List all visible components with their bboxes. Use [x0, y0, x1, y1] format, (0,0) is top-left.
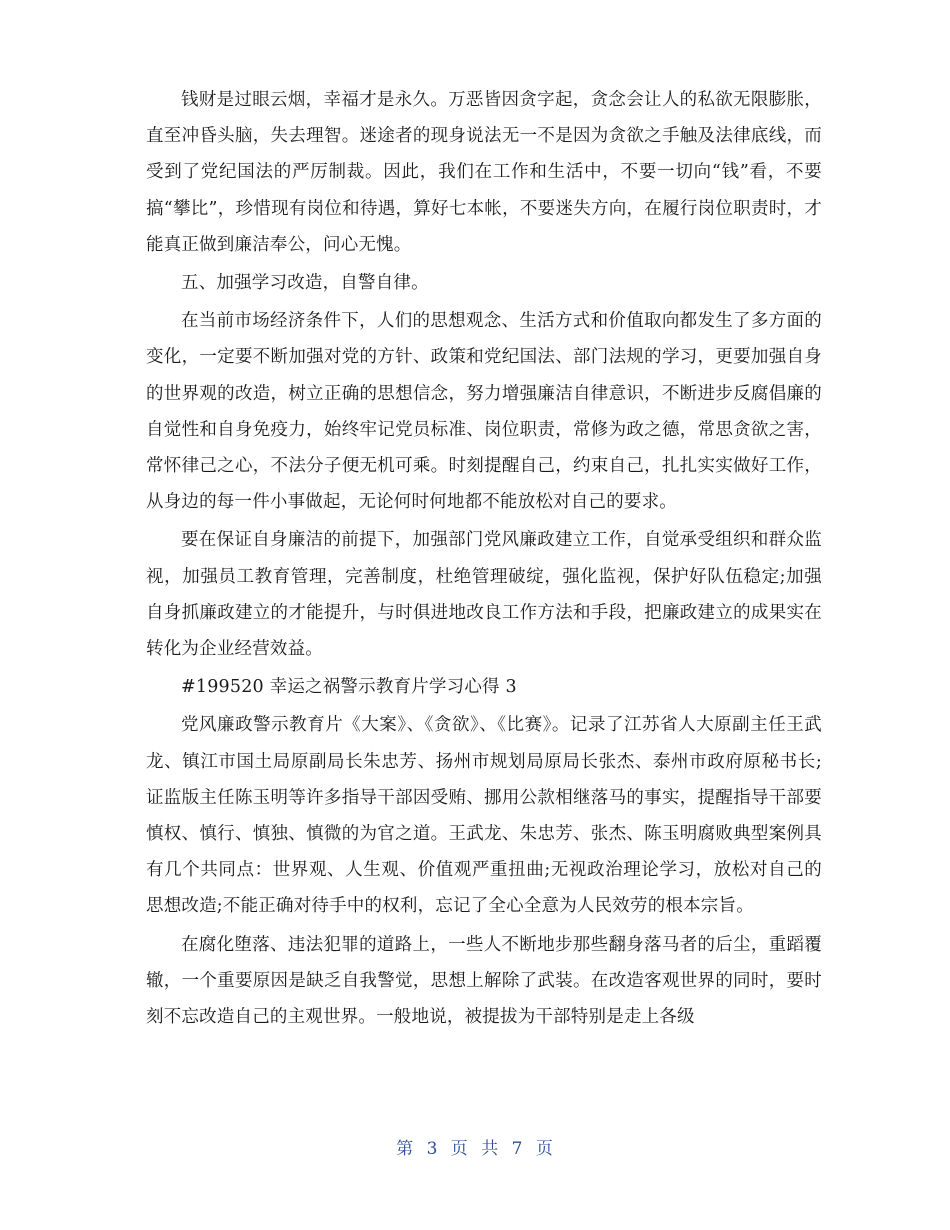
article-title: #199520 幸运之祸警示教育片学习心得 3 — [181, 677, 517, 698]
paragraph: 在腐化堕落、违法犯罪的道路上，一些人不断地步那些翻身落马者的后尘，重蹈覆辙，一个重要原因是缺乏自我警觉，思想上解除了武装。在改造客观世界的同时，要时刻不忘改造自己的主观世界。一般地说，被提拔为干部特别是走上各级 — [146, 934, 822, 1028]
page-label-mid: 页 — [450, 1139, 469, 1159]
paragraph: 钱财是过眼云烟，幸福才是永久。万恶皆因贪字起，贪念会让人的私欲无限膨胀，直至冲昏头脑，失去理智。迷途者的现身说法无一不是因为贪欲之手触及法律底线，而受到了党纪国法的严厉制裁。因此，我们在工作和生活中，不要一切向“钱”看，不要搞“攀比”，珍惜现有岗位和待遇，算好七本帐，不要迷失方向，在履行岗位职责时，才能真正做到廉洁奉公，问心无愧。 — [146, 90, 822, 255]
section-heading: 五、加强学习改造，自警自律。 — [181, 273, 429, 294]
page-total: 7 — [511, 1139, 524, 1159]
page-number-footer — [0, 1134, 950, 1159]
document-body — [146, 82, 822, 1035]
page-label-prefix: 第 — [396, 1139, 415, 1159]
page-current: 3 — [426, 1139, 439, 1159]
paragraph: 要在保证自身廉洁的前提下，加强部门党风廉政建立工作，自觉承受组织和群众监视，加强员工教育管理，完善制度，杜绝管理破绽，强化监视，保护好队伍稳定;加强自身抓廉政建立的才能提升，与时俱进地改良工作方法和手段，把廉政建立的成果实在转化为企业经营效益。 — [146, 530, 822, 660]
page-label-suffix: 页 — [535, 1139, 554, 1159]
page-label-total: 共 — [481, 1139, 500, 1159]
paragraph: 党风廉政警示教育片《大案》、《贪欲》、《比赛》。记录了江苏省人大原副主任王武龙、镇江市国土局原副局长朱忠芳、扬州市规划局原局长张杰、泰州市政府原秘书长;证监版主任陈玉明等许多指导干部因受贿、挪用公款相继落马的事实，提醒指导干部要慎权、慎行、慎独、慎微的为官之道。王武龙、朱忠芳、张杰、陈玉明腐败典型案例具有几个共同点：世界观、人生观、价值观严重扭曲;无视政治理论学习，放松对自己的思想改造;不能正确对待手中的权利，忘记了全心全意为人民效劳的根本宗旨。 — [146, 715, 822, 917]
paragraph: 在当前市场经济条件下，人们的思想观念、生活方式和价值取向都发生了多方面的变化，一定要不断加强对党的方针、政策和党纪国法、部门法规的学习，更要加强自身的世界观的改造，树立正确的思想信念，努力增强廉洁自律意识，不断进步反腐倡廉的自觉性和自身免疫力，始终牢记党员标准、岗位职责，常修为政之德，常思贪欲之害，常怀律己之心，不法分子便无机可乘。时刻提醒自己，约束自己，扎扎实实做好工作，从身边的每一件小事做起，无论何时何地都不能放松对自己的要求。 — [146, 311, 822, 513]
